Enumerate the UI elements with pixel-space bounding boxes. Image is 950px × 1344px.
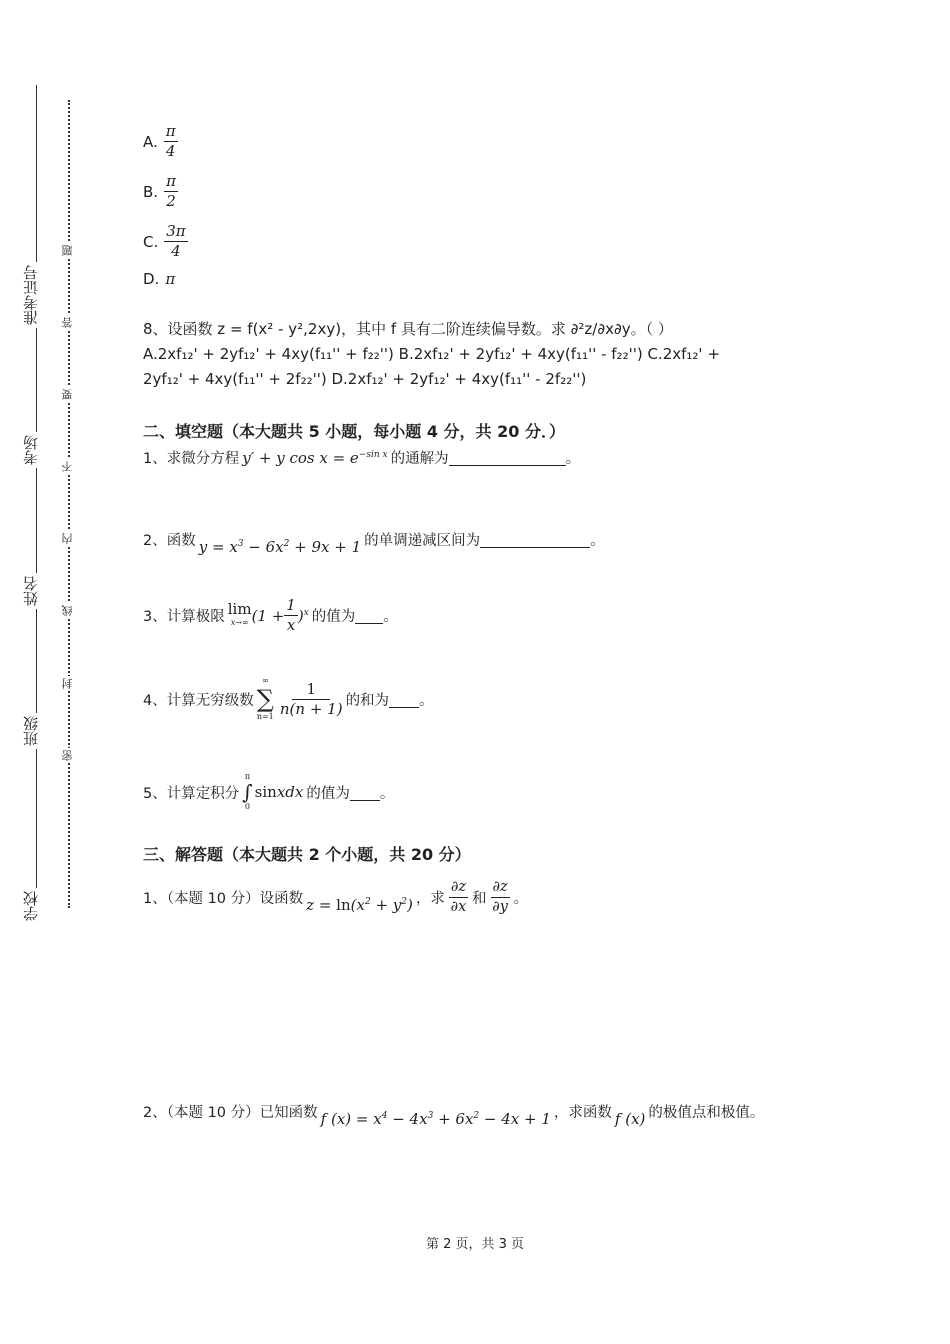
question-8-stem: 8、设函数 z = f(x² - y²,2xy)，其中 f 具有二阶连续偏导数。求 ∂²z/∂x∂y。（ ） [143,320,673,338]
option-b: B. $\frac{\pi}{2}$ [143,172,176,210]
question-8-choices-line2: 2yf₁₂' + 4xy(f₁₁'' + 2f₂₂'') D.2xf₁₂' + 2yf₁₂' + 4xy(f₁₁'' - 2f₂₂'') [143,370,587,388]
page-footer: 第 2 页，共 3 页 [425,1237,525,1252]
seal-char: 内 [61,533,74,544]
answer-blank[interactable] [355,607,383,624]
answer-blank[interactable] [350,784,380,801]
formula-partial-y: $\frac{\partial z}{\partial y}$ [492,879,508,915]
fill-question-1: 1、求微分方程 y′ + y $\cos x = e^{-sin x}$ 的通解为 。 [143,448,581,467]
seal-char: 封 [61,678,74,689]
answer-blank[interactable] [389,691,419,708]
option-b-fraction: $\frac{\pi}{2}$ [166,172,176,210]
formula-cubic: $y = x^3 - 6x^2 + 9x + 1$ [198,538,362,556]
section-2-title: 二、填空题（本大题共 5 小题，每小题 4 分，共 20 分．） [143,422,565,441]
seal-char: 要 [61,389,74,400]
answer-blank[interactable] [480,531,590,548]
fill-question-2: 2、函数 $y = x^3 - 6x^2 + 9x + 1$ 的单调递减区间为 。 [143,532,605,556]
seal-char: 线 [61,605,74,616]
margin-label-class: 班级 [22,713,40,749]
fill-question-5: 5、计算定积分 π ∫ 0 sin xdx 的值为 。 [143,772,395,811]
formula-f-of-x: f (x) [614,1110,646,1128]
question-8-choices-line1: A.2xf₁₂' + 2yf₁₂' + 4xy(f₁₁'' + f₂₂'') B.2xf₁₂' + 2yf₁₂' + 4xy(f₁₁'' - f₂₂'') C.2xf₁₂' + [143,345,720,363]
answer-blank[interactable] [449,449,566,466]
formula-limit: lim x→∞ (1 + $\frac{1}{x}$ )$^x$ [227,596,309,634]
seal-dotted-line [68,100,70,908]
option-a-fraction: $\frac{\pi}{4}$ [165,122,176,160]
option-d: D. π [143,270,176,288]
seal-char: 答 [61,317,74,328]
formula-partial-x: $\frac{\partial z}{\partial x}$ [450,879,467,915]
fill-question-3: 3、计算极限 lim x→∞ (1 + $\frac{1}{x}$ )$^x$ 的值为 。 [143,596,398,634]
formula-log: $z = \ln(x^2 + y^2)$ [306,895,413,914]
option-c: C. $\frac{3\pi}{4}$ [143,222,186,260]
formula-ode: y′ + y $\cos x = e^{-sin x}$ [242,448,388,467]
formula-polynomial: f $(x) = x^4 - 4x^3 + 6x^2 - 4x + 1$ [320,1110,551,1128]
margin-line [36,85,37,920]
margin-label-school: 学校 [22,888,40,924]
fill-question-4: 4、计算无穷级数 ∞ ∑ n=1 $\frac{1}{n(n + 1)}$ 的和为 。 [143,676,434,721]
margin-label-name: 姓名 [22,573,40,609]
solve-question-2: 2、（本题 10 分）已知函数 f $(x) = x^4 - 4x^3 + 6x^2 - 4x + 1$ ，求函数 f (x) 的极值点和极值。 [143,1104,765,1128]
formula-integral: π ∫ 0 sin xdx [242,772,304,811]
question-8 [143,317,813,392]
margin-label-exam-room: 考场 [22,432,40,468]
seal-char: 不 [61,461,74,472]
option-a: A. $\frac{\pi}{4}$ [143,122,176,160]
margin-label-exam-number: 准考证号 [22,262,40,328]
solve-question-1: 1、（本题 10 分）设函数 $z = \ln(x^2 + y^2)$ ，求 $\frac{\partial z}{\partial x}$ 和 $\frac{\partial z}{\partial y}$ 。 [143,879,529,915]
seal-char: 密 [61,750,74,761]
section-3-title: 三、解答题（本大题共 2 个小题，共 20 分） [143,845,471,864]
seal-char: 题 [61,245,74,256]
formula-series: ∞ ∑ n=1 $\frac{1}{n(n + 1)}$ [256,676,343,721]
option-c-fraction: $\frac{3\pi}{4}$ [166,222,186,260]
